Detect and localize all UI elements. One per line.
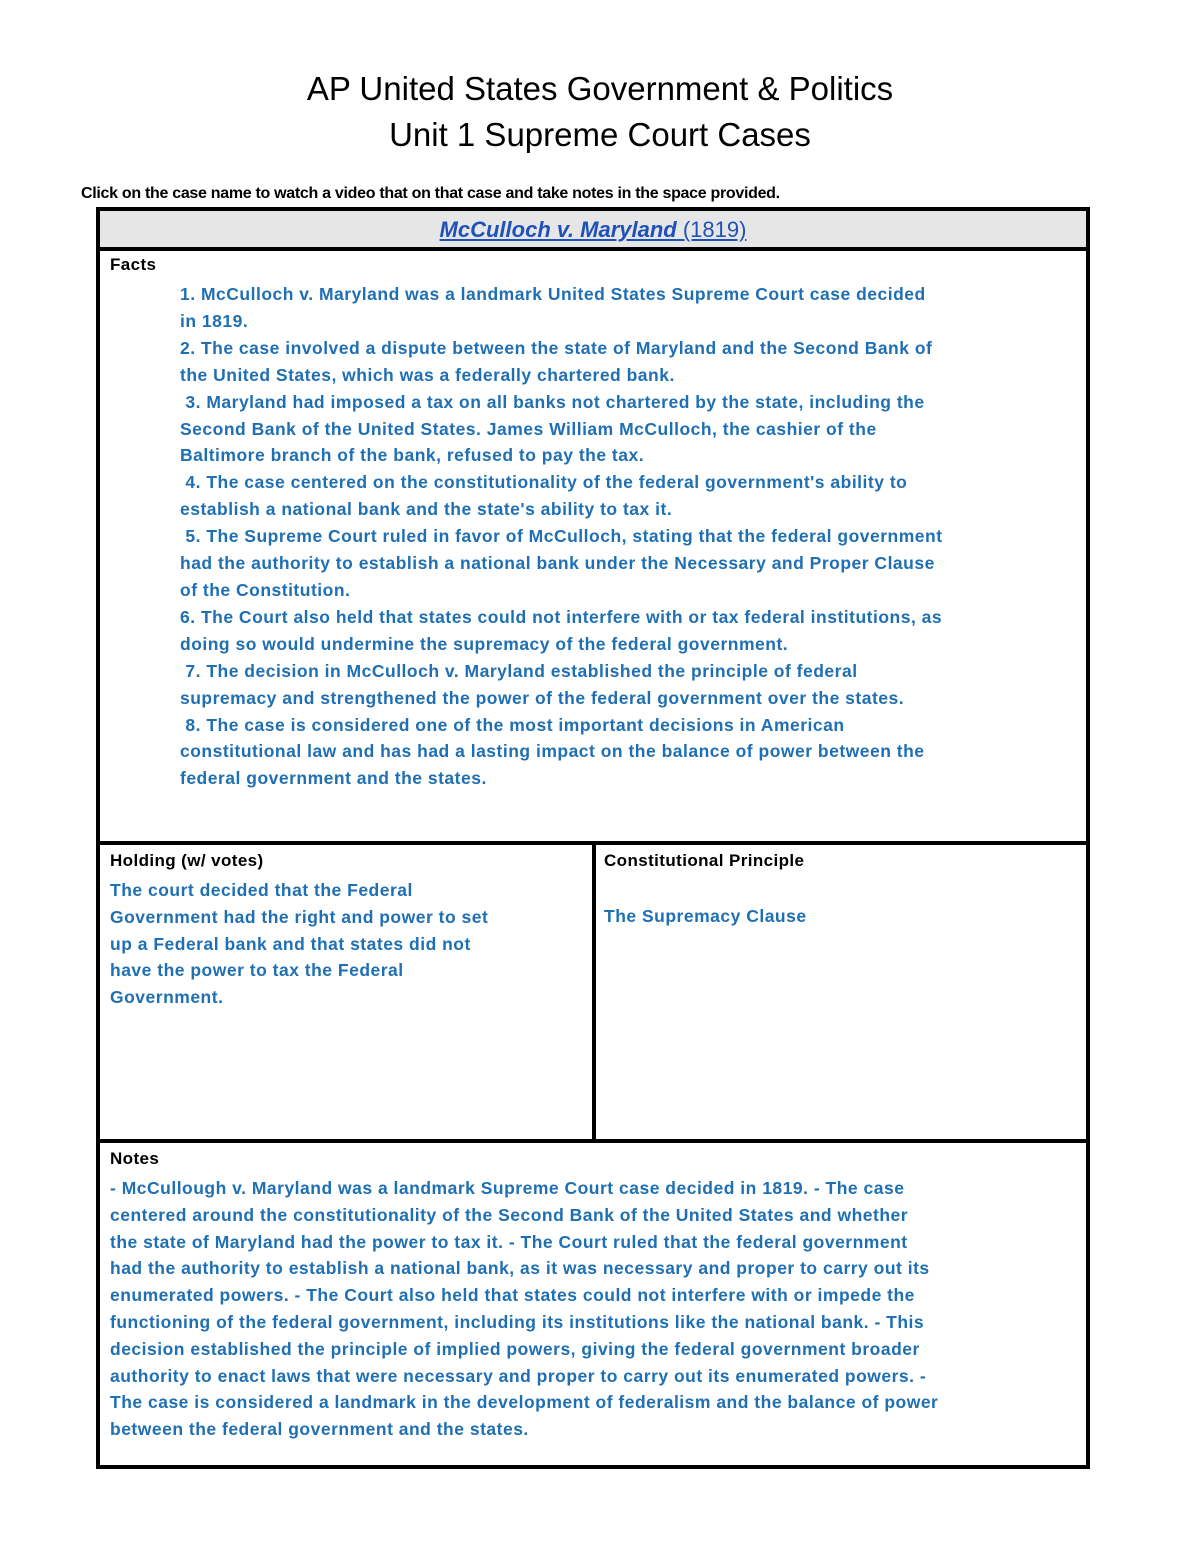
holding-line: Government had the right and power to set xyxy=(110,906,489,927)
document-title: AP United States Government & Politics xyxy=(306,70,894,107)
holding-principle-row xyxy=(100,845,1086,1143)
principle-label: Constitutional Principle xyxy=(604,851,805,870)
notes-text xyxy=(110,1175,1080,1443)
note-line: centered around the constitutionality of the Second Bank of the United States and whether xyxy=(110,1204,909,1225)
case-name-link[interactable] xyxy=(440,217,747,242)
notes-section xyxy=(100,1143,1086,1465)
holding-label: Holding (w/ votes) xyxy=(110,851,264,870)
fact-line: had the authority to establish a national bank under the Necessary and Proper Clause xyxy=(180,553,935,574)
instruction-text: Click on the case name to watch a video that on that case and take notes in the space provided. xyxy=(81,185,780,202)
holding-section xyxy=(100,845,596,1139)
fact-line: in 1819. xyxy=(180,310,249,331)
fact-line: 5. The Supreme Court ruled in favor of McCulloch, stating that the federal government xyxy=(180,526,943,547)
fact-line: establish a national bank and the state's ability to tax it. xyxy=(180,499,673,520)
fact-line: 2. The case involved a dispute between the state of Maryland and the Second Bank of xyxy=(180,337,933,358)
fact-line: 4. The case centered on the constitutionality of the federal government's ability to xyxy=(180,472,908,493)
fact-line: 3. Maryland had imposed a tax on all banks not chartered by the state, including the xyxy=(180,391,925,412)
holding-line: up a Federal bank and that states did not xyxy=(110,933,471,954)
fact-line: the United States, which was a federally chartered bank. xyxy=(180,364,675,385)
case-year: (1819) xyxy=(676,217,747,242)
facts-label: Facts xyxy=(110,255,157,274)
fact-line: Second Bank of the United States. James William McCulloch, the cashier of the xyxy=(180,418,877,439)
fact-line: supremacy and strengthened the power of the federal government over the states. xyxy=(180,687,905,708)
fact-line: 1. McCulloch v. Maryland was a landmark United States Supreme Court case decided xyxy=(180,284,926,304)
holding-line: The court decided that the Federal xyxy=(110,880,413,900)
fact-line: 6. The Court also held that states could not interfere with or tax federal institutions, as xyxy=(180,606,943,627)
fact-line: Baltimore branch of the bank, refused to pay the tax. xyxy=(180,445,645,466)
note-line: enumerated powers. - The Court also held that states could not interfere with or impede the xyxy=(110,1285,915,1306)
fact-line: constitutional law and has had a lasting impact on the balance of power between the xyxy=(180,741,925,762)
fact-line: of the Constitution. xyxy=(180,579,351,600)
fact-line: doing so would undermine the supremacy of the federal government. xyxy=(180,633,789,654)
holding-text xyxy=(110,877,580,1011)
note-line: authority to enact laws that were necessary and proper to carry out its enumerated powers. - xyxy=(110,1365,927,1386)
note-line: had the authority to establish a national bank, as it was necessary and proper to carry out its xyxy=(110,1258,930,1279)
note-line: decision established the principle of implied powers, giving the federal government broader xyxy=(110,1338,920,1359)
case-table xyxy=(96,207,1090,1469)
fact-line: 8. The case is considered one of the most important decisions in American xyxy=(180,714,845,735)
note-line: the state of Maryland had the power to tax it. - The Court ruled that the federal government xyxy=(110,1231,908,1252)
document-subtitle: Unit 1 Supreme Court Cases xyxy=(389,116,811,153)
note-line: The case is considered a landmark in the development of federalism and the balance of power xyxy=(110,1392,939,1413)
principle-section xyxy=(596,845,1086,1139)
fact-line: 7. The decision in McCulloch v. Maryland established the principle of federal xyxy=(180,660,858,681)
fact-line: federal government and the states. xyxy=(180,768,487,789)
case-header xyxy=(100,211,1086,251)
holding-line: Government. xyxy=(110,987,224,1008)
note-line: between the federal government and the states. xyxy=(110,1419,529,1440)
principle-text: The Supremacy Clause xyxy=(604,906,807,926)
facts-list xyxy=(180,281,1080,792)
note-line: functioning of the federal government, including its institutions like the national bank. - This xyxy=(110,1311,925,1332)
holding-line: have the power to tax the Federal xyxy=(110,960,404,981)
case-name: McCulloch v. Maryland xyxy=(439,217,677,242)
note-line: - McCullough v. Maryland was a landmark Supreme Court case decided in 1819. - The case xyxy=(110,1178,905,1198)
notes-label: Notes xyxy=(110,1149,160,1168)
facts-section xyxy=(100,251,1086,845)
